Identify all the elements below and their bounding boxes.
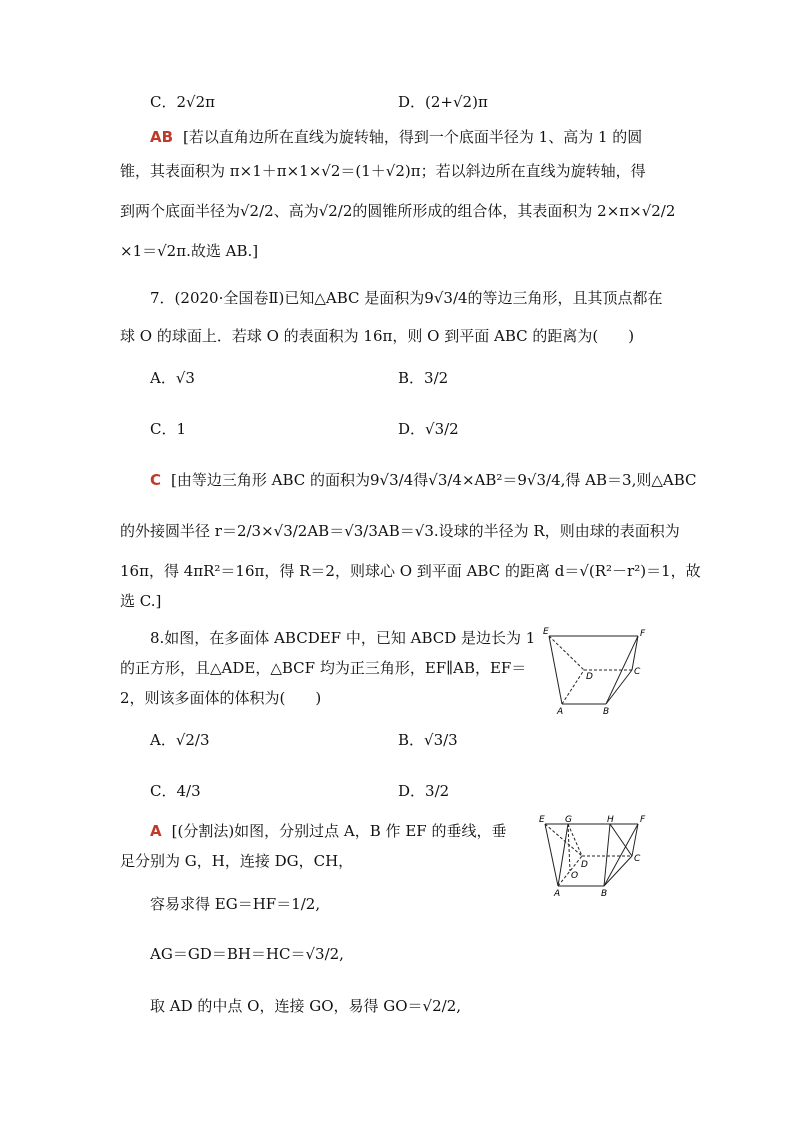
q7-stem-line-1: 7．(2020·全国卷Ⅱ)已知△ABC 是面积为9√3/4的等边三角形，且其顶点都在 <box>150 289 663 307</box>
fig1-label-b: B <box>603 707 610 716</box>
fig2-label-f: F <box>640 815 646 825</box>
fig1-label-d: D <box>586 672 593 682</box>
q8-option-d: D．3/2 <box>398 782 450 800</box>
q8-answer: A <box>150 822 162 840</box>
q7-solution-line-4: 选 C.] <box>120 592 162 610</box>
q7-solution-line-1: C [由等边三角形 ABC 的面积为9√3/4得√3/4×AB²＝9√3/4,得 AB＝3,则△ABC <box>150 471 697 489</box>
dissection-figure <box>536 812 660 904</box>
q8-solution-line-2: 足分别为 G，H，连接 DG，CH， <box>120 852 354 870</box>
q8-stem-line-3: 2，则该多面体的体积为( ) <box>120 689 322 707</box>
q7-solution-line-3: 16π，得 4πR²＝16π，得 R＝2，则球心 O 到平面 ABC 的距离 d＝√(R²－r²)＝1，故 <box>120 562 701 580</box>
fig2-label-a: A <box>554 889 561 899</box>
fig1-label-c: C <box>634 667 641 677</box>
fig2-label-h: H <box>607 815 614 825</box>
q8-solution-line-3: 容易求得 EG＝HF＝1/2, <box>150 895 321 913</box>
q7-solution-line-2: 的外接圆半径 r＝2/3×√3/2AB＝√3/3AB＝√3.设球的半径为 R，则由球的表面积为 <box>120 522 680 540</box>
q7-option-d: D．√3/2 <box>398 420 459 438</box>
q8-option-a: A．√2/3 <box>150 731 210 749</box>
q7-answer: C <box>150 471 162 489</box>
q6-answer: AB <box>150 128 174 146</box>
fig2-label-c: C <box>634 854 641 864</box>
q6-solution-line-1: AB [若以直角边所在直线为旋转轴，得到一个底面半径为 1、高为 1 的圆 <box>150 128 643 146</box>
fig2-label-d: D <box>581 860 588 870</box>
q6-option-d: D．(2+√2)π <box>398 93 488 111</box>
q8-solution-line-4: AG＝GD＝BH＝HC＝√3/2, <box>150 945 344 963</box>
fig1-label-a: A <box>557 707 564 716</box>
q8-stem-line-2: 的正方形，且△ADE，△BCF 均为正三角形，EF∥AB，EF＝ <box>120 659 527 677</box>
q7-option-a: A．√3 <box>150 369 195 387</box>
fig2-label-e: E <box>539 815 545 825</box>
q6-solution-line-4: ×1＝√2π.故选 AB.] <box>120 242 259 260</box>
q8-solution-line-5: 取 AD 的中点 O，连接 GO，易得 GO＝√2/2, <box>150 997 462 1015</box>
polyhedron-figure <box>540 624 660 716</box>
fig2-label-b: B <box>601 889 608 899</box>
q8-option-c: C．4/3 <box>150 782 201 800</box>
q7-stem-line-2: 球 O 的球面上．若球 O 的表面积为 16π，则 O 到平面 ABC 的距离为( ) <box>120 327 635 345</box>
q6-solution-line-2: 锥，其表面积为 π×1＋π×1×√2＝(1＋√2)π；若以斜边所在直线为旋转轴，得 <box>120 162 646 180</box>
fig2-label-o: O <box>571 871 579 881</box>
fig1-label-e: E <box>543 627 549 637</box>
q7-option-c: C．1 <box>150 420 187 438</box>
fig1-label-f: F <box>640 629 646 639</box>
q6-solution-line-3: 到两个底面半径为√2/2、高为√2/2的圆锥所形成的组合体，其表面积为 2×π×√2/2 <box>120 202 676 220</box>
q8-solution-line-1: A [(分割法)如图，分别过点 A，B 作 EF 的垂线，垂 <box>150 822 507 840</box>
q8-stem-line-1: 8.如图，在多面体 ABCDEF 中，已知 ABCD 是边长为 1 <box>150 629 536 647</box>
q8-option-b: B．√3/3 <box>398 731 458 749</box>
fig2-label-g: G <box>565 815 572 825</box>
q6-option-c: C．2√2π <box>150 93 215 111</box>
q7-option-b: B．3/2 <box>398 369 449 387</box>
